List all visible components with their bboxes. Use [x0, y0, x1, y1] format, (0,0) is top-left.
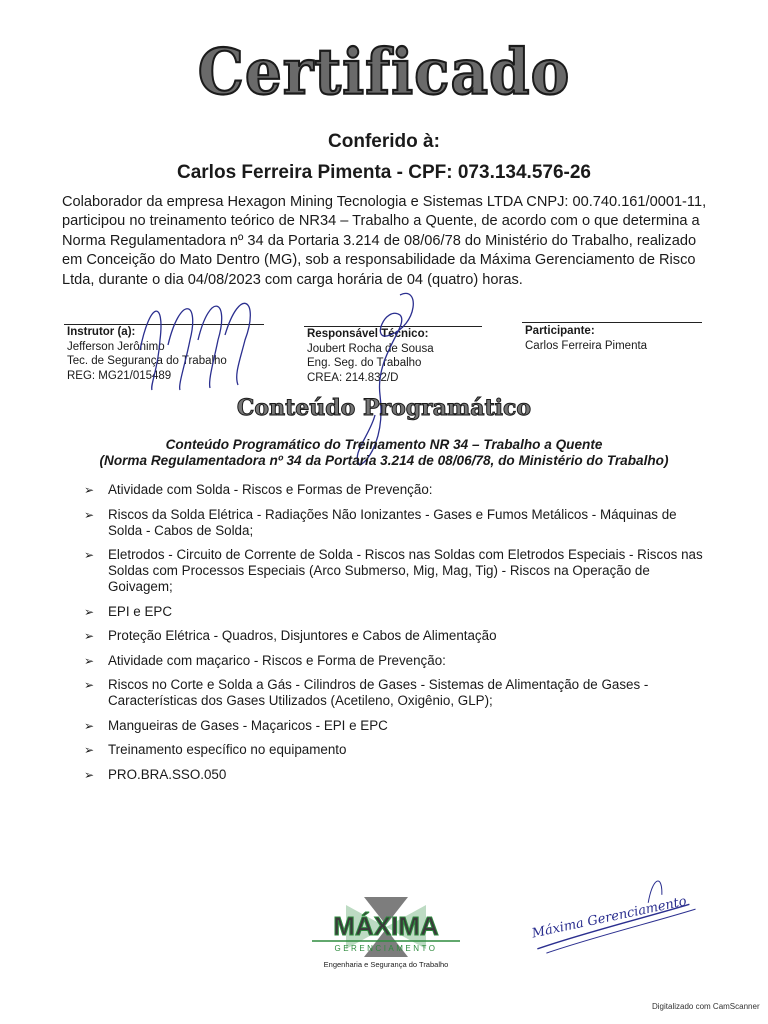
arrow-bullet-icon: ➢ — [84, 678, 95, 692]
list-item: ➢ Proteção Elétrica - Quadros, Disjuntores e Cabos de Alimentação — [84, 628, 497, 643]
arrow-bullet-icon: ➢ — [84, 483, 95, 497]
arrow-bullet-icon: ➢ — [84, 629, 95, 643]
list-item: ➢ EPI e EPC — [84, 603, 173, 619]
conferido-label: Conferido à: — [328, 131, 440, 152]
conteudo-subheading-line1: Conteúdo Programático do Treinamento NR 34 – Trabalho a Quente — [165, 437, 603, 452]
arrow-bullet-icon: ➢ — [84, 653, 95, 668]
list-item: ➢ Riscos da Solda Elétrica - Radiações Não Ionizantes - Gases e Fumos Metálicos - Máquinas de Solda - Cabos de Solda; — [84, 506, 677, 538]
conteudo-subheading — [0, 437, 768, 468]
responsavel-name: Joubert Rocha de Sousa — [307, 342, 434, 355]
maxima-signature-stamp — [520, 880, 710, 950]
recipient-name: Carlos Ferreira Pimenta - CPF: 073.134.576-26 — [177, 162, 591, 183]
arrow-bullet-icon: ➢ — [84, 718, 95, 733]
logo-name: MÁXIMA — [333, 911, 439, 941]
list-item: ➢ Atividade com Solda - Riscos e Formas de Prevenção: — [84, 482, 433, 497]
arrow-bullet-icon: ➢ — [84, 507, 95, 522]
logo-tagline: GERENCIAMENTO — [334, 944, 438, 953]
participante-name: Carlos Ferreira Pimenta — [525, 339, 648, 352]
conteudo-list — [84, 482, 714, 791]
arrow-bullet-icon: ➢ — [84, 767, 95, 782]
arrow-bullet-icon: ➢ — [84, 548, 95, 562]
instrutor-title: Instrutor (a): — [67, 326, 136, 338]
list-item: ➢ Riscos no Corte e Solda a Gás - Cilindros de Gases - Sistemas de Alimentação de Gases - Características dos Gases Utilizados (Acetileno, Oxigênio, GLP); — [84, 677, 649, 708]
list-item: ➢ Atividade com maçarico - Riscos e Forma de Prevenção: — [84, 652, 446, 668]
certificate-title: Certificado — [197, 35, 571, 109]
responsavel-crea: CREA: 214.832/D — [307, 371, 399, 384]
instrutor-name: Jefferson Jerônimo — [67, 340, 165, 353]
instrutor-reg: REG: MG21/015489 — [67, 369, 172, 382]
scanner-watermark: Digitalizado com CamScanner — [652, 1002, 760, 1011]
arrow-bullet-icon: ➢ — [84, 604, 95, 619]
instrutor-signature — [130, 290, 280, 400]
list-item: ➢ Treinamento específico no equipamento — [84, 742, 347, 757]
list-item: ➢ PRO.BRA.SSO.050 — [84, 766, 227, 782]
signature-line-participante — [522, 322, 702, 323]
list-item: ➢ Eletrodos - Circuito de Corrente de Solda - Riscos nas Soldas com Eletrodos Especiais - Riscos nas Soldas com Processos Especiais (Arco Submerso, Mig, Mag, Tig) - Riscos na Operação de Goivagem; — [84, 547, 703, 594]
responsavel-role: Eng. Seg. do Trabalho — [307, 357, 422, 369]
logo-subtitle: Engenharia e Segurança do Trabalho — [323, 960, 449, 969]
conteudo-subheading-line2: (Norma Regulamentadora nº 34 da Portaria 3.214 de 08/06/78, do Ministério do Trabalho) — [99, 452, 669, 468]
participante-block — [525, 324, 705, 353]
list-item: ➢ Mangueiras de Gases - Maçaricos - EPI e EPC — [84, 717, 388, 733]
stamp-text: Máxima Gerenciamento — [530, 894, 689, 942]
instrutor-role: Tec. de Segurança do Trabalho — [67, 355, 227, 367]
participante-title: Participante: — [525, 325, 595, 337]
responsavel-title: Responsável Técnico: — [307, 328, 429, 340]
arrow-bullet-icon: ➢ — [84, 743, 95, 757]
certificate-body-text: Colaborador da empresa Hexagon Mining Tecnologia e Sistemas LTDA CNPJ: 00.740.161/0001-11, participou no treinamento teórico de NR34 – Trabalho a Quente, de acordo com o que determina a Norma Regulamentadora nº 34 da Portaria 3.214 de 08/06/78 do Ministério do Trabalho, realizado em Conceição do Mato Dentro (MG), sob a responsabilidade da Máxima Gerenciamento de Risco Ltda, durante o dia 04/08/2023 com carga horária de 04 (quatro) horas. — [62, 194, 707, 288]
conteudo-programatico-heading: Conteúdo Programático — [236, 395, 532, 421]
